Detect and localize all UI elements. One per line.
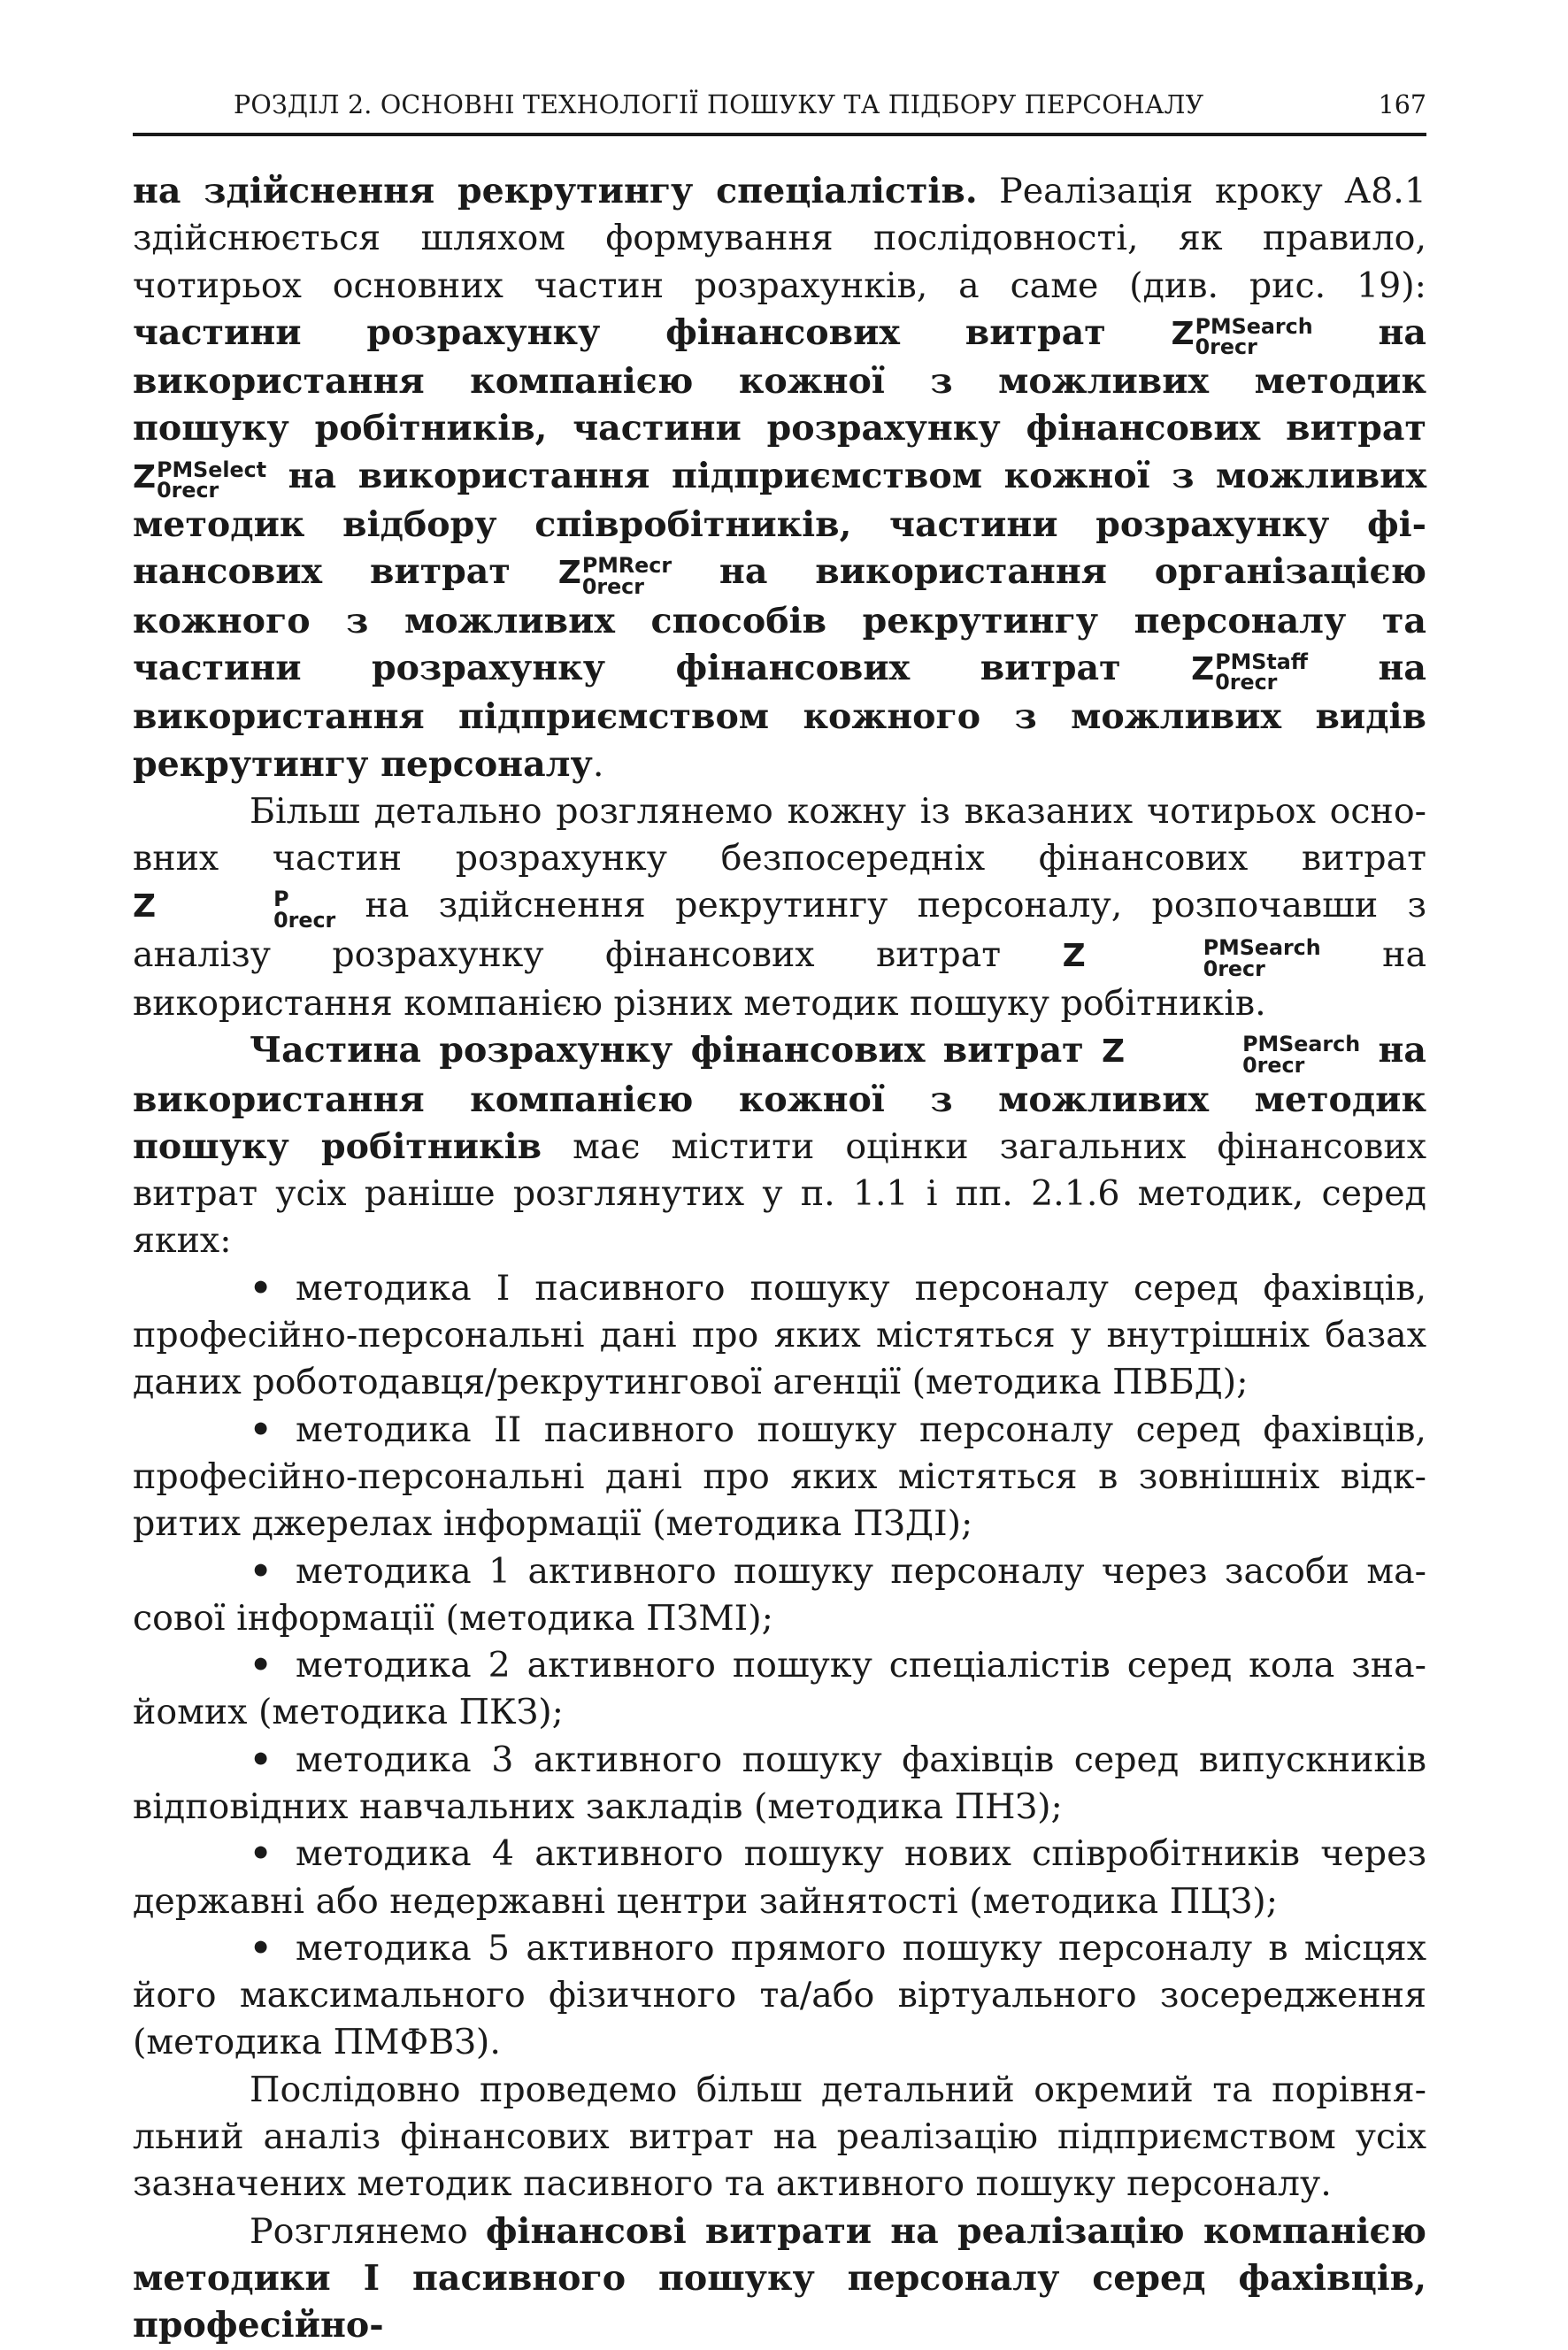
bold-run: на використання підприємством кожної з можливих методик відбору співробітників, частини розрахунку фінансових витрат [133,455,1426,593]
bullet-icon: • [250,1409,273,1450]
bullet-icon: • [250,1550,273,1592]
bullet-icon: • [250,1833,273,1875]
formula-z-pmstaff: Z PMStaff 0recr [1191,649,1308,695]
paragraph-2 [133,788,1426,1027]
text-run: Реалізація кроку А8.1 здійснюється шляхом формування послідовності, як правило, чотирьох основних частин розрахунків, а саме (див. рис. 19): [133,171,1426,306]
paragraph-4: Послідовно проведемо більш детальний окремий та порівняльний аналіз фінансових витрат на реалізацію підприємством усіх зазначених методик пасивного та активного пошуку персоналу. [133,2069,1426,2205]
bold-run: на використання компанією кожної з можливих методик пошуку робітників, частини розрахунку фінансових витрат [133,311,1426,449]
list-item: • методика 1 активного пошуку персоналу через засоби масової інформації (методика ПЗМІ); [133,1548,1426,1643]
page-number: 167 [1378,90,1426,119]
text-run: Розглянемо [250,2210,486,2252]
methods-list [133,1265,1426,2067]
paragraph-3 [133,1027,1426,1264]
page-body [133,168,1426,2350]
bold-run: на використання підприємством кожного з можливих видів рекрутингу персоналу [133,647,1426,785]
list-item: • методика 3 активного пошуку фахівців серед випускників відповідних навчальних закладів (методика ПНЗ); [133,1737,1426,1832]
formula-z-pmsearch: Z PMSearch 0recr [1062,935,1321,982]
list-item: • методика 4 активного пошуку нових співробітників через державні або недержавні центри зайнятості (методика ПЦЗ); [133,1831,1426,1925]
text-run: Більш детально розглянемо кожну із вказаних чотирьох основних частин розрахунку безпосередніх фінансових витрат [133,790,1426,879]
running-header [133,87,1426,136]
text-run: на використання компанією різних методик пошуку робітників. [133,933,1427,1024]
bold-run: частини розрахунку фінансових витрат [133,311,1172,353]
list-item: • методика І пасивного пошуку персоналу серед фахівців, професійно-персональні дані про яких містяться у внутрішніх базах даних роботодавця/рекрутингової агенції (методика ПВБД); [133,1265,1426,1407]
bold-run: на використання організацією кожного з можливих способів рекрутингу персоналу та частини розрахунку фінансових витрат [133,551,1426,688]
bullet-icon: • [250,1645,273,1686]
text-run: . [592,743,604,785]
bullet-icon: • [250,1267,273,1309]
bold-run: Частина розрахунку фінансових витрат [250,1030,1103,1071]
paragraph-1 [133,168,1426,788]
formula-z-pmrecr: Z PMRecr 0recr [557,553,673,599]
text-run: має містити оцінки загальних фінансових витрат усіх раніше розглянутих у п. 1.1 і пп. 2.1.6 методик, серед яких: [133,1125,1426,1262]
paragraph-5 [133,2208,1426,2350]
list-item: • методика 5 активного прямого пошуку персоналу в місцях його максимального фізичного та/або віртуального зосередження (методика ПМФВЗ). [133,1925,1426,2067]
bold-run: на здійснення рекрутингу спеціалістів. [133,171,978,211]
bold-run: фінансові витрати на реалізацію компанією методики І пасивного пошуку персоналу серед фахівців, професійно- [133,2210,1426,2346]
bullet-icon: • [250,1739,273,1780]
formula-z-pmselect: Z PMSelect 0recr [133,457,267,503]
formula-z-pmsearch: Z PMSearch 0recr [1102,1032,1361,1078]
formula-z-pmsearch: Z PMSearch 0recr [1171,313,1313,360]
list-item: • методика ІІ пасивного пошуку персоналу серед фахівців, професійно-персональні дані про яких містяться в зовнішніх відкритих джерелах інформації (методика ПЗДІ); [133,1407,1426,1548]
header-title: РОЗДІЛ 2. ОСНОВНІ ТЕХНОЛОГІЇ ПОШУКУ ТА ПІДБОРУ ПЕРСОНАЛУ [234,90,1204,119]
list-item: • методика 2 активного пошуку спеціалістів серед кола знайомих (методика ПКЗ); [133,1642,1426,1737]
formula-z-p: Z P 0recr [133,887,336,933]
text-run: на здійснення рекрутингу персоналу, розпочавши з аналізу розрахунку фінансових витрат [133,885,1426,975]
bullet-icon: • [250,1927,273,1969]
bold-run: на використання компанією кожної з можливих методик пошуку робітників [133,1030,1426,1167]
